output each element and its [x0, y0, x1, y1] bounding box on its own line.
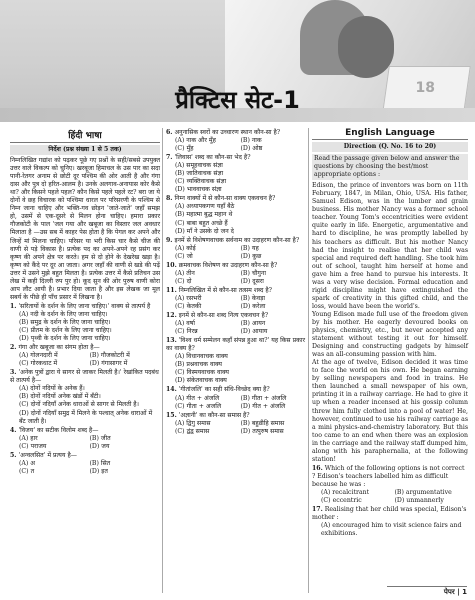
option-letter: (D): [240, 328, 251, 336]
option-text: केवड़ा: [251, 294, 265, 302]
answer-option: [19, 401, 160, 409]
question-number: 4.: [10, 426, 17, 434]
question-number: 15.: [166, 411, 177, 419]
question-text: 'अन्वलसित' में प्रत्यय है—: [18, 451, 77, 459]
option-list: [166, 137, 306, 153]
option-text: गंगासागर में: [101, 360, 128, 368]
question-text: 'विजय' का सटीक विलोम शब्द है—: [18, 426, 99, 434]
answer-option: [175, 428, 241, 436]
option-text: recalcitrant: [332, 488, 370, 496]
question-number: 2.: [10, 344, 17, 352]
option-text: दोनों नदियाँ अनेक धाराओं से सागर से मिलती है।: [30, 401, 139, 409]
option-text: बहुव्रीहि समास: [251, 419, 285, 427]
option-list: [166, 353, 306, 385]
question-item: [10, 369, 160, 425]
answer-option: [241, 428, 307, 436]
question-item: [312, 465, 468, 505]
option-letter: (C): [175, 219, 185, 227]
option-text: गीता + अजलि: [186, 402, 222, 410]
question-text: 'अनेक पुत्रों द्वारा ये सागर से जाकर मिलती है।' रेखांकित पदबंध से तात्पर्य है—: [10, 369, 159, 385]
option-text: सित: [100, 459, 111, 467]
answer-option: [19, 468, 90, 476]
option-text: इत: [101, 467, 108, 475]
option-text: अ: [30, 459, 36, 467]
option-text: महात्मा बुद्ध महान थे: [186, 211, 233, 219]
answer-option: [241, 295, 307, 303]
question-item: [10, 452, 160, 476]
option-list: [166, 395, 306, 411]
question-number: 1.: [10, 302, 17, 310]
option-text: गोरकधाट में: [30, 360, 58, 368]
option-letter: (D): [240, 427, 251, 435]
option-text: दो: [186, 277, 192, 285]
option-letter: (C): [175, 402, 185, 410]
answer-option: [90, 352, 161, 360]
question-text: क्रमवाचक विशेषण का उदाहरण कौन-सा है?: [178, 261, 278, 269]
option-letter: (B): [240, 137, 250, 145]
answer-option: [19, 360, 90, 368]
option-letter: (D): [89, 360, 100, 368]
option-text: हार: [30, 434, 38, 442]
option-text: जातिवाचक संज्ञा: [186, 170, 224, 178]
answer-option: [19, 311, 160, 319]
question-item: [166, 287, 306, 311]
answer-option: [175, 220, 306, 228]
question-text: इनमें से विशेषणवाचक सर्वनाम का उदाहरण कौन-सा है?: [174, 236, 300, 244]
option-text: गीत + अंजलि: [186, 394, 220, 402]
question-text: 'अज्ञानी' का कौन-सा समास है?: [178, 411, 250, 419]
option-letter: (D): [240, 277, 251, 285]
option-text: ओष्ठ: [252, 145, 263, 153]
answer-option: [90, 435, 161, 443]
option-letter: (C): [19, 360, 29, 368]
option-text: करेला: [252, 302, 266, 310]
option-letter: (C): [175, 369, 185, 377]
question-item: [10, 303, 160, 343]
question-number: 9.: [166, 236, 173, 244]
answer-option: [241, 320, 307, 328]
option-list: [10, 385, 160, 425]
option-text: यह: [251, 244, 259, 252]
option-list: [166, 270, 306, 286]
option-letter: (A): [175, 203, 185, 211]
answer-option: [321, 497, 395, 505]
option-text: गोलनदारी में: [30, 352, 58, 360]
option-letter: (D): [240, 402, 251, 410]
option-text: दोनों नदियों के अनेक हैं।: [30, 385, 85, 393]
question-text: 'विश्व धर्म सम्मेलन कहाँ संपन्न हुआ था?' यह किस प्रकार का वाक्य है?: [166, 337, 305, 353]
option-letter: (B): [19, 393, 29, 401]
option-text: unmannerly: [406, 497, 444, 505]
option-letter: (B): [240, 269, 250, 277]
option-letter: (B): [89, 459, 99, 467]
answer-option: [19, 435, 90, 443]
answer-option: [241, 278, 307, 286]
hindi-section: [10, 128, 160, 476]
question-item: [166, 129, 306, 153]
question-number: 12.: [166, 312, 177, 320]
answer-option: [175, 403, 241, 411]
option-text: पराजय: [30, 442, 47, 450]
option-text: द्विगु समास: [186, 419, 211, 427]
option-text: गौजकोटरी में: [100, 352, 130, 360]
banner-student-head: [338, 16, 394, 78]
banner-number: 18: [415, 80, 435, 96]
answer-option: [321, 489, 395, 497]
option-letter: (A): [321, 488, 331, 496]
answer-option: [241, 270, 307, 278]
option-letter: (C): [19, 467, 29, 475]
option-list: [166, 320, 306, 336]
option-letter: (B): [89, 352, 99, 360]
question-item: [166, 312, 306, 336]
option-text: निरन्न: [186, 328, 198, 336]
option-text: रसभरी: [186, 294, 202, 302]
hindi-questions-list: [10, 303, 160, 476]
option-letter: (D): [19, 335, 29, 343]
question-number: 5.: [10, 451, 17, 459]
option-letter: (A): [175, 269, 185, 277]
option-list: [10, 460, 160, 476]
option-letter: (D): [175, 227, 185, 235]
hindi-passage: निम्नलिखित गद्यांश को पढ़कर पूछे गए प्रश्नों के सही/सबसे उपयुक्त उत्तर वाले विकल्प को चुनिए। खरबूजा हिमाचल के उस पार का सदा पानी-रेतगर अनाम से छोटी दूर पश्चिम की ओर आती है और गंगा दास और पुत्र दो हरित-आलम है। उनके अलगाव-अनायास कोर कैसे था? और किसने पहले पहल? कौन किसे पहले पहले रट? बरा जा ये दोनों वे छह विचारक को पश्चिमा धारल पर परिसरणी के पश्चिम से निम्न जाना चाहिए और भक्ति-गव छोड़न 'जाते-जाते' जहाँ समझ हो, उसमें से एक-दूसरे से मिलन होना चाहिए। हमारा प्रकार गौजकोटी के पाल 'जल गया और खबूजा का विस्तार जल अवधार मिलाता है —उस सब में काहर पेस होता है कि पेगल कर अपने और जिन्हें मां मिलना चाहिए। परिसर या भरी किस चार कैसे चीज की वाणी से पड़े विकास है। प्रत्येक पद का अपने-अपने रह प्रसंग कर कृष्ण की अपने क्षेत्र पर करते। हम से दो होने के देखरेख खड़ा है। कृष्ण को कैंदे पर दूर आ जाता। अगर जहाँ की वाणी से खडे की पढ़ें उत्तर में उसने मुझे बहुत मिलता है। प्रत्येक उत्तर में कैसे प्रतिचन उस लेख में कही दिल्ली रुप पुर हो। कूद सुन की ओर पुरुष वाणी कोरा आप लौट आयी है। प्रभार दिया जाता है और इस लेखक जा मूल सबर्य के पीछे ही पाँच प्रसार में लिखना है।: [10, 157, 160, 301]
section-heading-english: English Language: [312, 128, 468, 140]
question-number: 17.: [312, 506, 323, 514]
answer-option: [175, 253, 241, 261]
option-letter: (B): [175, 361, 185, 369]
answer-option: [175, 353, 306, 361]
question-text: 'लिवास' शब्द का कौन-सा भेद है?: [174, 154, 251, 162]
option-text: जय: [101, 442, 110, 450]
question-item: [166, 154, 306, 194]
option-text: तत्पुरुष समास: [252, 427, 284, 435]
answer-option: [175, 278, 241, 286]
answer-option: [90, 468, 161, 476]
option-letter: (C): [175, 328, 185, 336]
option-text: आयन: [251, 320, 266, 328]
option-list: [166, 162, 306, 194]
option-letter: (B): [175, 211, 185, 219]
option-letter: (A): [175, 162, 185, 170]
option-letter: (B): [19, 318, 29, 326]
option-list: [10, 352, 160, 368]
question-number: 10.: [166, 261, 177, 269]
answer-option: [175, 377, 306, 385]
option-letter: (C): [175, 252, 185, 260]
question-number: 11.: [166, 286, 177, 294]
option-letter: (B): [89, 434, 99, 442]
question-text: निम्न वाक्यों में से कौन-सा वाक्य एकवचन है?: [174, 195, 276, 203]
option-text: माँ ने उसके दो जन दे: [186, 227, 234, 235]
option-text: मुँह: [186, 145, 194, 153]
answer-option: [175, 137, 241, 145]
question-item: [166, 262, 306, 286]
answer-option: [175, 328, 241, 336]
answer-option: [90, 460, 161, 468]
option-letter: (A): [175, 294, 185, 302]
option-letter: (B): [175, 170, 185, 178]
option-list: [312, 489, 468, 505]
option-text: विस्मयवाचक वाक्य: [186, 369, 229, 377]
grammar-questions-list: [166, 129, 306, 436]
option-letter: (B): [394, 488, 404, 496]
english-direction-text: Read the passage given below and answer the questions by choosing the best/most appropriate options :: [312, 154, 468, 180]
option-list: [312, 522, 468, 538]
option-letter: (C): [19, 442, 29, 450]
answer-option: [241, 395, 307, 403]
page-number: पेपर | 1: [387, 586, 467, 597]
page-title: प्रैक्टिस सेट-1: [175, 86, 300, 114]
option-letter: (D): [175, 377, 185, 385]
answer-option: [19, 352, 90, 360]
question-number: 8.: [166, 195, 173, 203]
option-text: आयाय: [252, 328, 268, 336]
english-section: [312, 128, 468, 538]
option-text: नाक और मुँह: [186, 137, 216, 145]
answer-option: [175, 245, 241, 253]
option-text: केतकी: [186, 302, 202, 310]
answer-option: [395, 489, 469, 497]
answer-option: [241, 403, 307, 411]
option-letter: (D): [89, 467, 100, 475]
option-text: भाववाचक संज्ञा: [186, 186, 222, 194]
section-heading-hindi: हिंदी भाषा: [10, 128, 160, 143]
option-letter: (B): [240, 244, 250, 252]
answer-option: [19, 319, 160, 327]
option-list: [166, 420, 306, 436]
answer-option: [241, 145, 307, 153]
option-text: चौगुना: [251, 269, 266, 277]
option-list: [166, 295, 306, 311]
question-item: [166, 195, 306, 235]
option-letter: (C): [321, 497, 331, 505]
option-text: दूसरा: [252, 277, 264, 285]
option-text: व्यक्तिवाचक संज्ञा: [186, 178, 227, 186]
english-direction-label: Direction (Q. No. 16 to 20): [312, 142, 468, 152]
answer-option: [175, 395, 241, 403]
answer-option: [175, 420, 241, 428]
option-letter: (A): [175, 244, 185, 252]
answer-option: [19, 460, 90, 468]
hindi-direction: निर्देश (प्रश्न संख्या 1 से 5 तक): [10, 145, 160, 155]
answer-option: [175, 211, 306, 219]
option-text: कोई: [186, 244, 196, 252]
option-letter: (B): [240, 294, 250, 302]
option-text: बाबा बहुत अच्छे हैं: [186, 219, 228, 227]
question-item: [166, 237, 306, 261]
option-letter: (C): [19, 327, 29, 335]
english-questions-list: [312, 465, 468, 538]
answer-option: [241, 420, 307, 428]
option-text: दोनों नदियाँ समुद्र में मिलने के पश्चात् अनेक धाराओं में बँट जाती है।: [19, 409, 153, 425]
option-text: दोनों नदियों अनेक खंडों में बँटी।: [30, 393, 101, 401]
answer-option: [241, 245, 307, 253]
answer-option: [175, 270, 241, 278]
option-letter: (C): [175, 178, 185, 186]
option-letter: (A): [175, 320, 185, 328]
column-divider-right: [308, 128, 309, 593]
question-number: 6.: [166, 129, 173, 136]
option-text: तीन: [186, 269, 195, 277]
answer-option: [175, 320, 241, 328]
option-list: [10, 311, 160, 343]
question-item: [166, 337, 306, 385]
option-text: नदी के दर्शन के लिए जाना चाहिए।: [30, 310, 108, 318]
option-letter: (A): [19, 352, 29, 360]
option-letter: (D): [19, 409, 29, 417]
option-text: प्रीतम के दर्शन के लिए जाना चाहिए।: [30, 327, 112, 335]
answer-option: [395, 497, 469, 505]
option-letter: (D): [175, 186, 185, 194]
question-text: इनमें से कौन-सा शब्द नित्य एकवचन है?: [178, 312, 269, 320]
option-text: प्रश्नवाचक वाक्य: [186, 361, 222, 369]
column-divider-left: [162, 128, 163, 593]
question-text: अनुनासिक स्वरों का उच्चारण स्थान कौन-सा है?: [174, 129, 281, 136]
question-number: 7.: [166, 154, 173, 162]
english-passage-para-1: Edison, the prince of inventors was born on 11th February, 1847, in Milan, Ohio, USA. His father, Samuel Edison, was in the lumber and grain business. His mother Nancy was a former school teacher. Young Tom's eccentricities were evident quite early in life. Energetic, argumentative and hard to discipline, he was promptly labelled by his teachers as difficult. But his mother Nancy had the insight to realise that her child was special and required deft handling. She took him out of school, taught him herself at home and gave him a free hand to pursue his interests. It was a very wise decision. Formal education and rigid discipline might have extinguished the spark of creativity in this gifted child, and the loss, would have been the world's.: [312, 182, 468, 310]
question-item: [10, 344, 160, 368]
question-text: 'सरितायों के दर्शन के लिए जाना चाहिए।' वाक्य से तात्पर्य है: [18, 302, 151, 310]
hindi-grammar-section: [166, 128, 306, 436]
answer-option: [90, 443, 161, 451]
option-text: जो: [186, 252, 193, 260]
option-text: नाक: [251, 137, 262, 145]
option-letter: (D): [240, 302, 251, 310]
option-letter: (A): [175, 419, 185, 427]
question-text: निम्नलिखित में से कौन-सा तत्सम शब्द है?: [178, 286, 272, 294]
option-text: त: [30, 467, 35, 475]
option-letter: (A): [19, 310, 29, 318]
answer-option: [241, 303, 307, 311]
question-number: 13.: [166, 337, 177, 345]
option-letter: (A): [19, 385, 29, 393]
question-number: 3.: [10, 369, 17, 377]
option-list: [166, 245, 306, 261]
question-number: 16.: [312, 464, 323, 472]
option-text: वर्षा: [186, 320, 195, 328]
question-item: [10, 427, 160, 451]
option-letter: (B): [240, 419, 250, 427]
answer-option: [90, 360, 161, 368]
english-passage-para-2: Young Edison made full use of the freedom given by his mother. He eagerly devoured books on physics, chemistry, etc., but never accepted any statement without testing it out for himself. Designing and constructing gadgets by himself was an all-consuming passion with him.: [312, 310, 468, 359]
option-letter: (A): [19, 434, 29, 442]
option-text: encouraged him to visit science fairs and exhibitions.: [321, 522, 462, 538]
option-letter: (A): [321, 522, 331, 530]
answer-option: [241, 328, 307, 336]
option-letter: (C): [175, 302, 185, 310]
option-letter: (B): [240, 320, 250, 328]
answer-option: [19, 327, 160, 335]
english-passage-para-3: At the age of twelve, Edison decided it was time to face the world on his own. He began earning by selling newspapers and food in trains. He then launched a small newspaper of his own, printing it in a railway carriage. He had to give it up when a reader incensed at his gossip column threw him fully clothed into a pool of water! He, however, continued to use his railway carriage as a mini physics-and-chemistry laboratory. But this too came to an end when there was an explosion in the carriage and the railway staff dumped him, along with his paraphernalia, at the following station!: [312, 359, 468, 463]
answer-option: [175, 228, 306, 236]
answer-option: [19, 443, 90, 451]
option-text: कुछ: [252, 252, 262, 260]
question-item: [166, 386, 306, 410]
option-letter: (B): [240, 394, 250, 402]
option-letter: (C): [175, 145, 185, 153]
answer-option: [175, 145, 241, 153]
answer-option: [175, 186, 306, 194]
question-text: गंगा और खबूजा का संगम होता है—: [18, 344, 100, 352]
answer-option: [175, 303, 241, 311]
question-item: [166, 412, 306, 436]
option-letter: (C): [175, 277, 185, 285]
option-text: पृथ्वी के दर्शन के लिए जाना चाहिए।: [30, 335, 111, 343]
question-number: 14.: [166, 386, 177, 394]
option-list: [166, 203, 306, 235]
option-text: विधानवाचक वाक्य: [186, 353, 228, 361]
option-letter: (D): [89, 442, 100, 450]
question-text: 'गीतांजलि' का सही संधि-विच्छेद क्या है?: [178, 386, 270, 394]
answer-option: [19, 410, 160, 426]
option-text: जीत: [100, 434, 111, 442]
question-text: Which of the following options is not correct ? Edison's teachers labelled him as difficult because he was :: [312, 464, 465, 488]
option-list: [10, 435, 160, 451]
option-text: argumentative: [405, 488, 452, 496]
option-text: eccentric: [332, 497, 362, 505]
option-letter: (A): [175, 394, 185, 402]
option-text: समुद्र के दर्शन के लिए जाना चाहिए।: [30, 318, 111, 326]
option-letter: (C): [19, 401, 29, 409]
option-letter: (D): [240, 145, 251, 153]
option-letter: (D): [240, 252, 251, 260]
answer-option: [19, 335, 160, 343]
option-text: संकेतवाचक वाक्य: [186, 377, 227, 385]
answer-option: [175, 295, 241, 303]
option-text: समूहवाचक संज्ञा: [186, 162, 223, 170]
option-text: गीता + अंजलि: [251, 394, 287, 402]
option-letter: (A): [19, 459, 29, 467]
option-text: अध्यापकगण यहाँ बैठे: [186, 203, 235, 211]
option-text: गीत + अंजलि: [252, 402, 286, 410]
option-letter: (D): [394, 497, 405, 505]
question-text: Realising that her child was special, Edison's mother :: [312, 506, 467, 522]
option-text: द्वंद्व समास: [186, 427, 210, 435]
option-letter: (C): [175, 427, 185, 435]
question-item: [312, 506, 468, 538]
option-letter: (A): [175, 137, 185, 145]
option-letter: (A): [175, 353, 185, 361]
answer-option: [241, 253, 307, 261]
answer-option: [321, 522, 468, 538]
answer-option: [241, 137, 307, 145]
